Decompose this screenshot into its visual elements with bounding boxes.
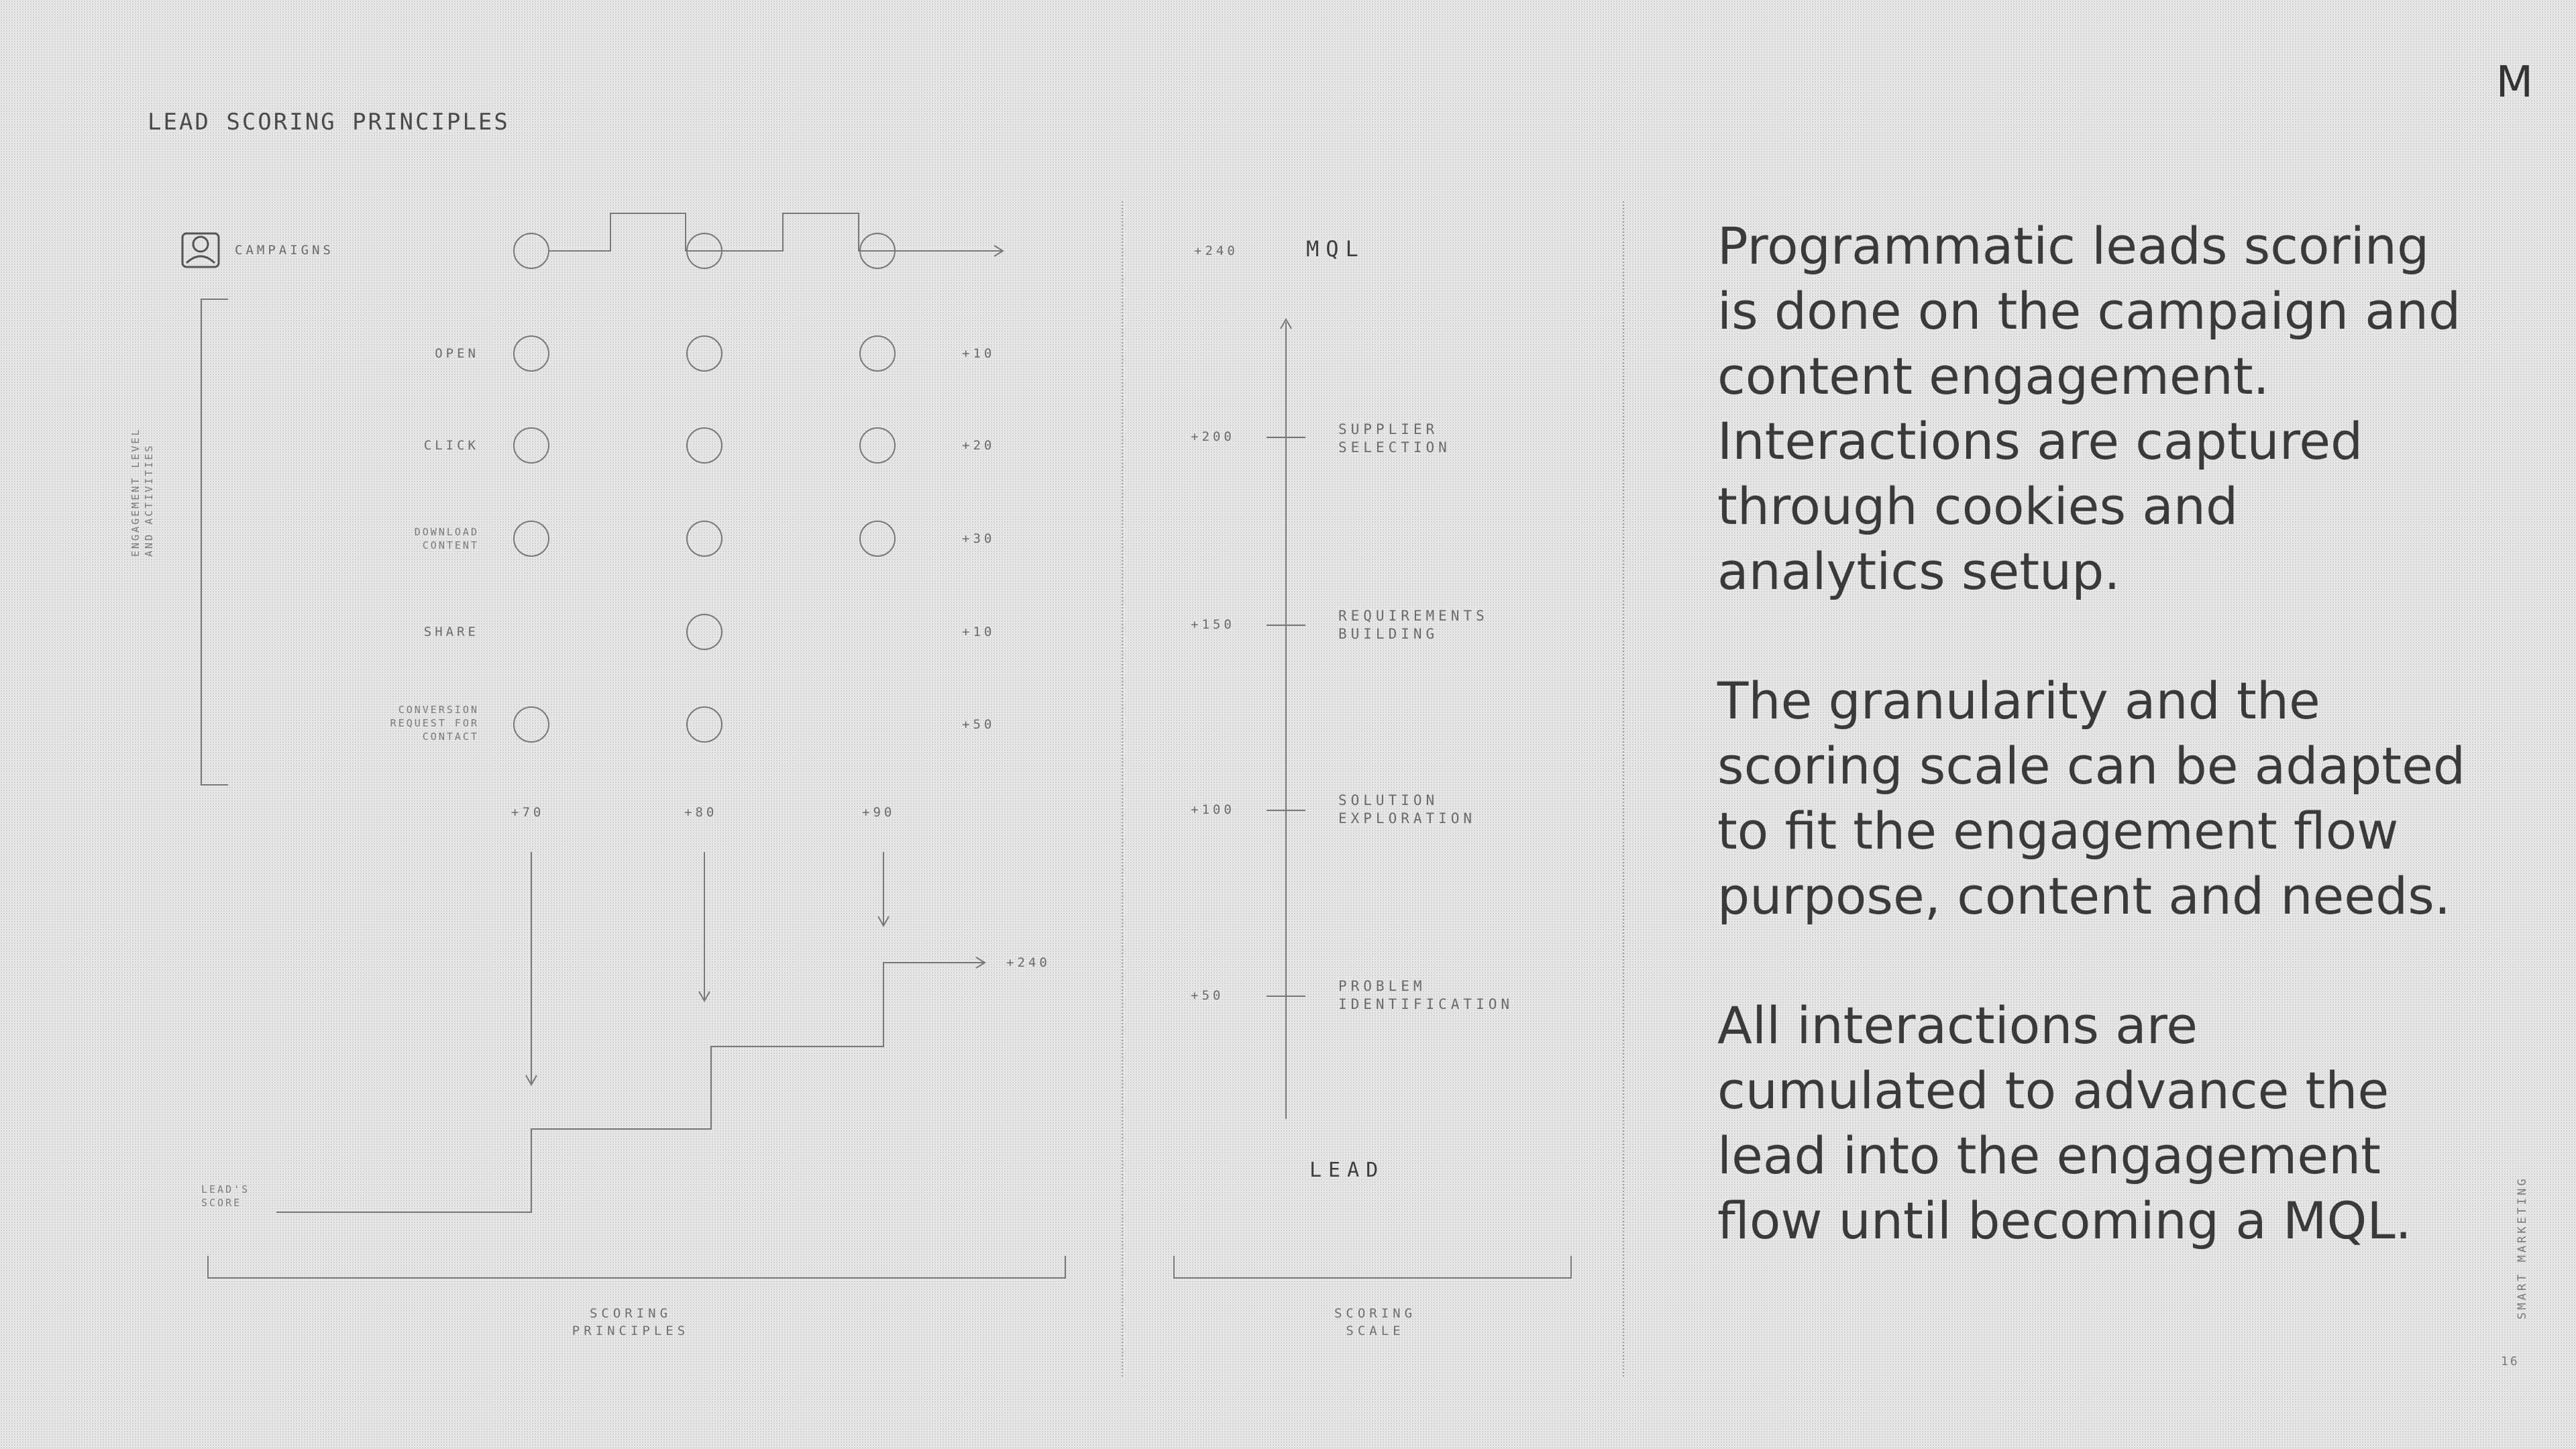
row-score: +10 <box>962 346 996 361</box>
row-score: +20 <box>962 438 996 453</box>
stage-value: +100 <box>1191 802 1235 817</box>
node-circle <box>514 233 549 268</box>
row-label: CLICK <box>423 438 479 453</box>
flow-total: +240 <box>1006 955 1051 970</box>
node-circle <box>514 336 549 371</box>
lead-label: LEAD <box>1309 1159 1385 1182</box>
page-number: 16 <box>2501 1354 2520 1368</box>
node-circle <box>860 428 895 463</box>
paragraph: Programmatic leads scoring is done on the campaign and content engagement. Interactions are captured through cookies and analytics setup. <box>1717 216 2461 601</box>
row-score: +50 <box>962 717 996 732</box>
column-total: +90 <box>862 805 896 820</box>
side-label: ENGAGEMENT LEVEL AND ACTIVITIES <box>129 427 155 557</box>
node-circle <box>514 521 549 556</box>
stage-label: PROBLEM IDENTIFICATION <box>1338 978 1514 1012</box>
stage-value: +150 <box>1191 617 1235 632</box>
node-circle <box>687 707 722 742</box>
stage-label: SOLUTION EXPLORATION <box>1338 792 1477 826</box>
row-label: DOWNLOAD CONTENT <box>414 526 479 551</box>
stage-value: +200 <box>1191 429 1235 444</box>
paragraph: The granularity and the scoring scale can be adapted to fit the engagement flow purpose, content and needs. <box>1717 671 2466 926</box>
node-circle <box>687 521 722 556</box>
scoring-principles-caption: SCORING PRINCIPLES <box>572 1306 690 1338</box>
row-label: CONVERSION REQUEST FOR CONTACT <box>390 704 479 743</box>
node-circle <box>514 428 549 463</box>
column-total: +80 <box>684 805 718 820</box>
node-circle <box>687 336 722 371</box>
row-score: +30 <box>962 531 996 546</box>
mql-label: MQL <box>1306 236 1365 262</box>
section-title: LEAD SCORING PRINCIPLES <box>148 109 510 136</box>
node-circle <box>860 336 895 371</box>
lead-score-label: LEAD'S SCORE <box>201 1183 250 1209</box>
accumulation-line <box>276 963 983 1212</box>
scale-top-value: +240 <box>1194 244 1238 258</box>
row-score: +10 <box>962 625 996 639</box>
row-label: SHARE <box>423 625 479 639</box>
body-copy <box>1717 213 2469 1318</box>
node-circle <box>687 428 722 463</box>
stage-value: +50 <box>1191 988 1224 1003</box>
campaign-flow-line <box>549 213 1002 251</box>
column-total: +70 <box>511 805 545 820</box>
stage-label: SUPPLIER SELECTION <box>1338 421 1451 455</box>
node-circle <box>687 614 722 649</box>
vertical-section-label: SMART MARKETING <box>2516 1176 2529 1320</box>
paragraph: All interactions are cumulated to advance the lead into the engagement flow until becoming a MQL. <box>1717 996 2412 1250</box>
brand-logo: M <box>2496 58 2533 107</box>
left-bracket <box>201 299 228 785</box>
stage-label: REQUIREMENTS BUILDING <box>1338 608 1489 642</box>
campaigns-label: CAMPAIGNS <box>235 243 334 258</box>
scoring-scale-caption: SCORING SCALE <box>1334 1306 1417 1338</box>
node-circle <box>860 521 895 556</box>
node-circle <box>514 707 549 742</box>
row-label: OPEN <box>435 346 479 361</box>
envelope-icon <box>182 233 219 267</box>
